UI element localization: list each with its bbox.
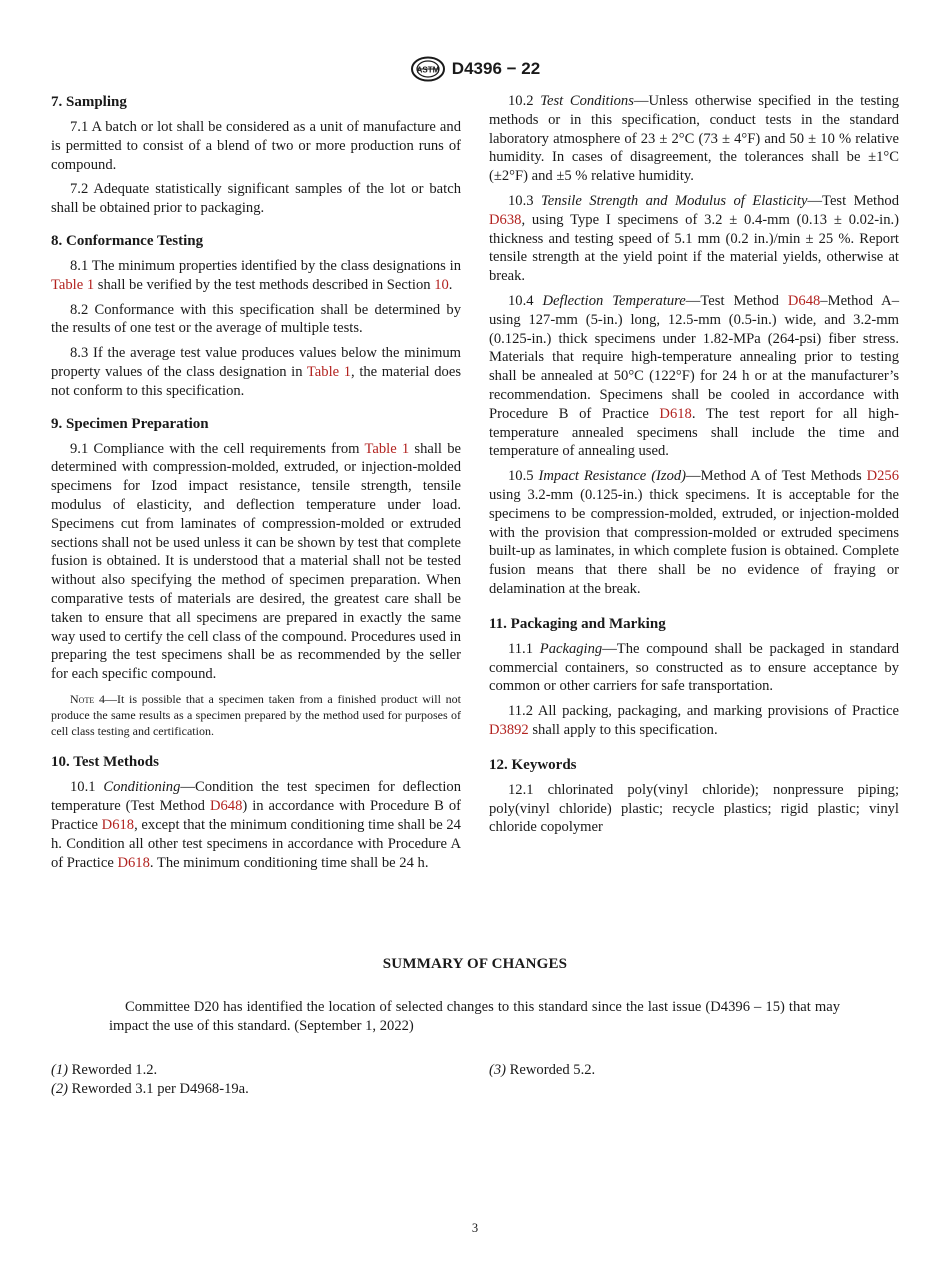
- d618-link[interactable]: D618: [117, 854, 150, 871]
- section-heading: 7. Sampling: [51, 94, 127, 110]
- changes-list-left: [51, 1061, 451, 1099]
- d638-link[interactable]: D638: [489, 211, 522, 228]
- astm-logo-icon: [410, 56, 446, 82]
- paragraph-11-1: 11.1 Packaging—The compound shall be packaged in standard commercial containers, so constructed as to ensure acceptance by common or other carriers for safe transportation.: [489, 640, 899, 695]
- paragraph-8-1: 8.1 The minimum properties identified by the class designations in Table 1 shall be verified by the test methods described in Section 10.: [51, 257, 461, 293]
- d618-link[interactable]: D618: [659, 405, 692, 422]
- paragraph-10-4: 10.4 Deflection Temperature—Test Method D648–Method A– using 127-mm (5-in.) long, 12.5-mm (0.5-in.) wide, and 3.2-mm (0.125-in.) thick specimens under 1.82-MPa (264-psi) fiber stress. Materials that require high-temperature annealing prior to testing shall be annealed at 50°C (122°F) for 24 h or at the manufacturer’s recommendation. Specimens shall be cooled in accordance with Procedure B of Practice D618. The test report for all high-temperature annealed specimens shall include the time and temperature of annealing used.: [489, 292, 900, 460]
- section-heading: 8. Conformance Testing: [51, 232, 204, 249]
- paragraph-7-1: 7.1 A batch or lot shall be considered as a unit of manufacture and is permitted to consist of a blend of two or more production runs of compound.: [51, 119, 461, 173]
- section-heading: 12. Keywords: [489, 756, 577, 773]
- paragraph-10-1: 10.1 Conditioning—Condition the test specimen for deflection temperature (Test Method D648) in accordance with Procedure B of Practice D618, except that the minimum conditioning time shall be 24 h. Condition all other test specimens in accordance with Procedure A of Practice D618. The minimum conditioning time shall be 24 h.: [51, 779, 461, 871]
- standard-designation: D4396 − 22: [451, 59, 541, 78]
- d618-link[interactable]: D618: [101, 816, 135, 833]
- right-column: [489, 92, 899, 843]
- d648-link[interactable]: D648: [787, 292, 821, 309]
- page-header: [0, 56, 950, 82]
- section-heading: 9. Specimen Preparation: [51, 415, 209, 432]
- change-item: (1) Reworded 1.2.: [51, 1062, 158, 1078]
- svg-text:ASTM: ASTM: [416, 65, 440, 75]
- summary-text: Committee D20 has identified the location of selected changes to this standard since the last issue (D4396 – 15) that may impact the use of this standard. (September 1, 2022): [109, 999, 840, 1034]
- section-heading: 10. Test Methods: [51, 754, 159, 771]
- paragraph-10-2: 10.2 Test Conditions—Unless otherwise specified in the testing methods or in this specification, conduct tests in the standard laboratory atmosphere of 23 ± 2°C (73 ± 4°F) and 50 ± 10 % relative humidity. In cases of disagreement, the tolerances shall be ±1°C (±2°F) and ±5 % relative humidity.: [489, 93, 899, 185]
- changes-list-right: [489, 1061, 889, 1080]
- d256-link[interactable]: D256: [866, 468, 899, 485]
- section-heading: 11. Packaging and Marking: [489, 615, 666, 632]
- change-item: (3) Reworded 5.2.: [489, 1062, 596, 1078]
- table-1-link[interactable]: Table 1: [364, 440, 410, 457]
- paragraph-10-3: 10.3 Tensile Strength and Modulus of Elasticity—Test Method D638, using Type I specimens of 3.2 ± 0.4-mm (0.13 ± 0.02-in.) thickness and testing speed of 5.1 mm (0.2 in.)/min ± 25 %. Report tensile strength at the yield point if the material yields, otherwise at break.: [489, 192, 900, 285]
- paragraph-7-2: 7.2 Adequate statistically significant samples of the lot or batch shall be obtained prior to packaging.: [51, 181, 461, 217]
- paragraph-8-3: 8.3 If the average test value produces values below the minimum property values of the class designation in Table 1, the material does not conform to this specification.: [51, 345, 461, 399]
- change-item: (2) Reworded 3.1 per D4968-19a.: [51, 1081, 249, 1097]
- paragraph-10-5: 10.5 Impact Resistance (Izod)—Method A of Test Methods D256 using 3.2-mm (0.125-in.) thick specimens. It is acceptable for the specimens to be compression-molded, extruded, or injection-molded with the provision that compression-molded or extruded specimens built-up as laminates, in which complete fusion is obtained. Complete fusion means that there shall be no evidence of fraying or delamination at the break.: [489, 468, 899, 597]
- d648-link[interactable]: D648: [209, 798, 243, 815]
- paragraph-9-1: 9.1 Compliance with the cell requirements from Table 1 shall be determined with compression-molded, extruded, or injection-molded specimens for Izod impact resistance, tensile strength, tensile modulus of elasticity, and deflection temperature under load. Specimens cut from laminates of compression-molded or extruded sections shall not be used unless it can be shown by test that complete fusion is obtained. It is understood that a material shall not be tested without also specifying the method of specimen preparation. When comparative tests of materials are desired, the greatest care shall be taken to ensure that all specimens are prepared in exactly the same way used to certify the cell class of the compound. Procedures used in preparing the test specimens shall be as recommended by the seller for each specific compound.: [51, 440, 461, 683]
- page-number: 3: [471, 1221, 479, 1235]
- paragraph-11-2: 11.2 All packing, packaging, and marking provisions of Practice D3892 shall apply to this specification.: [489, 703, 899, 738]
- note-4: Note 4—It is possible that a specimen taken from a finished product will not produce the same results as a specimen prepared by the method used for purposes of cell class testing and certification.: [51, 691, 461, 738]
- section-10-link[interactable]: 10: [434, 276, 449, 293]
- summary-title: SUMMARY OF CHANGES: [382, 956, 568, 972]
- left-column: [51, 92, 461, 878]
- paragraph-8-2: 8.2 Conformance with this specification shall be determined by the results of one test or the average of multiple tests.: [51, 301, 461, 337]
- d3892-link[interactable]: D3892: [489, 721, 529, 738]
- table-1-link[interactable]: Table 1: [51, 276, 95, 293]
- paragraph-12-1: 12.1 chlorinated poly(vinyl chloride); nonpressure piping; poly(vinyl chloride) plastic; recycle plastics; rigid plastic; vinyl chloride copolymer: [489, 781, 899, 836]
- table-1-link[interactable]: Table 1: [306, 363, 352, 380]
